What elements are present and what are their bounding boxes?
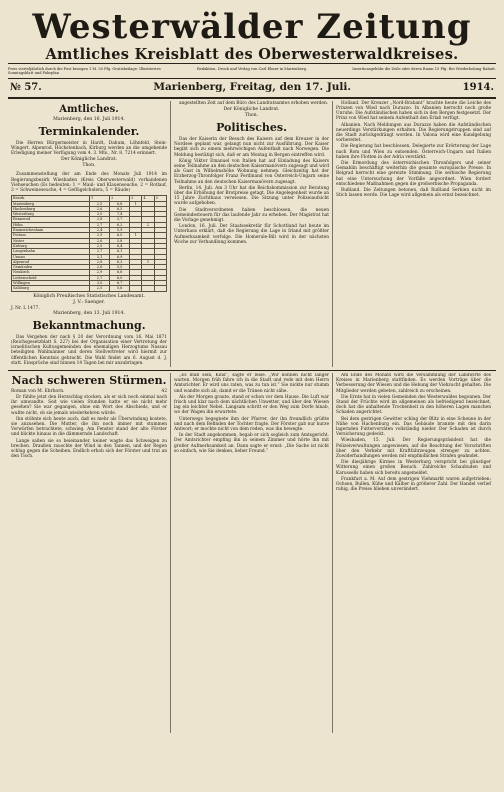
paragraph: Die Ernte hat in vielen Gemeinden des Westerwaldes begonnen. Der Stand der Früchte wird im allgemeinen als befriedigend bezeichnet, doch hat die anhaltende Trockenheit in den höheren Lagen manchen Schaden angerichtet. (336, 394, 491, 416)
section-heading-official: Amtliches. (59, 103, 119, 115)
table-header: 4 (142, 196, 154, 201)
paragraph: Das Vergehen der nach § 20 der Verordnung vom 16. Mai 1871 (Reichsgesetzblatt S. 227) bei der Organisation einer Vertretung der israelitischen Kultusgemeinden des ehemaligen Herzogtums Nassau beteiligten Wahlmänner und deren Stellvertreter wird hiermit zur öffentlichen Kenntnis gebracht. Die Wahl findet am 6. August d. J. statt. Einsprüche sind binnen 14 Tagen bei mir anzubringen. (11, 334, 167, 366)
table-row: Höhn 2,7 6,2 2 (12, 222, 167, 227)
paragraph: Lange saßen sie so beieinander, keiner wagte das Schweigen zu brechen. Draußen rauschte der Wind in den Tannen, und der Regen schlug gegen die Scheiben. Endlich erhob sich der Förster und trat an den Tisch. (11, 438, 167, 460)
paragraph: Holland. Der Kreuzer „Nord-Brabant“ brachte heute die Leiche des Prinzen von Wied nach Durazzo. In Albanien herrscht noch große Unruhe. Die Aufständischen haben sich in den Bergen festgesetzt. Der Prinz von Wied hat seinem Aufenthalt den Erlaß verfügt. (336, 100, 491, 122)
column-local-news (332, 373, 494, 733)
story-number: 42 (161, 389, 167, 394)
story-title: Nach schweren Stürmen. (11, 374, 167, 387)
paragraph: Als der Morgen graute, stand er schon vor dem Hause. Die Luft war frisch und klar nach dem nächtlichen Unwetter, und über den Wiesen lag ein leichter Nebel. Langsam schritt er den Weg zum Dorfe hinab, wo der Wagen ihn erwartete. (174, 394, 329, 416)
issue-number: № 57. (10, 81, 42, 93)
signature-office: Königlich Preußisches Statistisches Landesamt. (33, 293, 145, 299)
column-serial-story (8, 373, 170, 733)
paragraph: König Viktor Emanuel von Italien hat auf Einladung des Kaisers seine Teilnahme an den deutschen Kaisermanövern zugesagt und wird als Gast in Wilhelmshöhe Wohnung nehmen. Gleichzeitig hat der Erzherzog-Thronfolger Franz Ferdinand von Österreich-Ungarn seine Teilnahme an den deutschen Kaisermanövern zugesagt. (174, 158, 329, 185)
table-row: Liebenscheid 2,7 6,0 (12, 275, 167, 280)
paragraph: Ihn stöhnte sich heute auch, daß es mehr als Überwindung kostete, sie anzusehen. Die Mutter, die ihn noch immer mit stummen Vorwürfen betrachtete, schwieg. Am Fenster stand der alte Förster und blickte hinaus in die dämmernde Landschaft. (11, 416, 167, 438)
table-row: Emmerichenhain 2,4 5,9 (12, 228, 167, 233)
paragraph: Albanien. Nach Meldungen aus Durazzo haben die Aufständischen neuerdings Verstärkungen erhalten. Die Regierungstruppen sind auf die Stadt zurückgedrängt worden. In Valona wird eine Kundgebung vorbereitet. (336, 122, 491, 144)
newspaper-title: Westerwälder Zeitung (32, 7, 472, 47)
paragraph: Er fühlte jetzt den Herzschlag stocken, als er sich noch einmal nach ihr umwandte. Seit wie vielen Stunden hatte er sie nicht mehr gesehen? Sie war gegangen, ohne ein Wort des Abschieds, und er wußte nicht, ob sie jemals wiederkehren würde. (11, 395, 167, 416)
masthead (8, 8, 496, 63)
table-row: Rennerod 2,8 5,7 (12, 217, 167, 222)
column-politics (170, 101, 332, 367)
livestock-table (11, 195, 167, 291)
signature-name: Thon. (244, 113, 259, 119)
paragraph: Rußland. Die Zeitungen betonen, daß Rußland Serbien nicht im Stich lassen werde. Die Lage wird allgemein als ernst bezeichnet. (336, 188, 491, 199)
advertising-info: Insertionsgebühr die Zeile oder deren Raum 15 Pfg. Bei Wiederholung Rabatt. (352, 67, 496, 71)
table-row: Neukirch 2,9 6,6 (12, 270, 167, 275)
paragraph: „Es muß sein, Kind“, sagte er leise. „Wir können nicht länger warten. Morgen früh fahre ich in die Stadt und rede mit dem Herrn Amtsrichter. Er wird uns raten, was zu tun ist.“ Sie nickte nur stumm und wandte sich ab, damit er die Tränen nicht sähe. (174, 373, 329, 394)
table-row: Hachenburg 2,6 6,5 (12, 206, 167, 211)
issue-dateline: Marienberg, Freitag, den 17. Juli. (153, 80, 352, 93)
masthead-rule (8, 63, 496, 64)
dateline: Marienberg, den 13. Juli 1914. (53, 310, 125, 316)
table-header: 5 (154, 196, 166, 201)
issue-bar (8, 79, 496, 96)
paragraph: Am Ende des Monats wird die Versammlung der Landwirte des Kreises in Marienberg stattfinden. Es werden Vorträge über die Verbesserung der Wiesen und die Hebung der Viehzucht gehalten. Die Mitglieder werden gebeten, zahlreich zu erscheinen. (336, 373, 491, 394)
column-serial-continued (170, 373, 332, 733)
table-row: Marienberg 2,5 6,8 1 (12, 201, 167, 206)
story-author: Roman von M. Ehrhorn. (11, 389, 65, 394)
newspaper-subtitle: Amtliches Kreisblatt des Oberwesterwaldkreises. (45, 46, 459, 63)
paragraph: Berlin, 14. Juli. Am 3 Uhr hat die Reichskommission zur Beratung über die Erhöhung der Brotpreise getagt. Die Angelegenheit wurde an 15 Jahre Zuchthaus verwiesen. Die Sitzung unter Polizeiaufsicht wurde aufgehoben. (174, 185, 329, 207)
column-news (332, 101, 494, 367)
publication-info (8, 67, 496, 76)
table-row: Langenhahn 2,7 6,1 (12, 249, 167, 254)
heading-terminkalender: Terminkalender. (38, 124, 140, 138)
table-row: Pottum 2,9 6,0 1 (12, 233, 167, 238)
table-header: Bezirk (12, 196, 90, 201)
paragraph: Frankfurt a. M. Auf dem gestrigen Viehmarkt waren aufgetrieben: Ochsen, Bullen, Kühe und Kälber in größerer Zahl. Der Handel verlief ruhig, die Preise blieben unverändert. (336, 476, 491, 493)
paragraph: Zusammenstellung der am Ende des Monats Juli 1914 im Regierungsbezirk Wiesbaden (Kreis Oberwesterwald) vorhandenen Viehseuchen (Es bedeuten: 1 = Maul- und Klauenseuche, 2 = Rotlauf, 3 = Schweineseuche, 4 = Geflügelcholera, 5 = Räude) (11, 172, 167, 194)
paragraph: In der Stadt angekommen, begab er sich sogleich zum Amtsgericht. Der Amtsrichter empfing ihn in seinem Zimmer und hörte ihn mit großer Aufmerksamkeit an. Dann sagte er ernst: „Die Sache ist nicht so einfach, wie Sie denken, lieber Freund.“ (174, 433, 329, 454)
heading-bekanntmachung: Bekanntmachung. (32, 318, 146, 332)
top-columns (8, 101, 496, 367)
table-row: Nister 2,6 5,8 (12, 238, 167, 243)
issue-year: 1914. (462, 81, 494, 93)
paragraph: Bei dem gestrigen Gewitter schlug der Blitz in eine Scheune in der Nähe von Hachenburg ein. Das Gebäude brannte mit den darin lagernden Futtervorräten vollständig nieder. Der Schaden ist durch Versicherung gedeckt. (336, 416, 491, 438)
column-official (8, 101, 170, 367)
paragraph: Das der Kaiserin der Besuch des Kaisers auf dem Kreuzer in der Nordsee geplant war, gelangt nun nicht zur Ausführung. Der Kaiser begibt sich zu einem mehrwöchigen Aufenthalt nach Norwegen. Die Meldung bestätigt sich, daß er am Montag in Bergen eintreffen wird. (174, 137, 329, 158)
publisher-info: Redaktion, Druck und Verlag von Carl Ebner in Marienberg. (196, 67, 308, 71)
table-row: Unnau 3,1 6,9 (12, 254, 167, 259)
table-header: 3 (130, 196, 142, 201)
table-row: Kirburg 2,5 6,4 (12, 243, 167, 248)
section-heading-politics: Politisches. (216, 121, 287, 135)
signature-office: Der Königliche Landrat. (60, 157, 118, 163)
newspaper-page (8, 4, 496, 782)
signature-name: Thon. (82, 163, 96, 169)
paragraph: Die Regierung hat beschlossen, Delegierte zur Erörterung der Lage nach Rom und Wien zu entsenden. Österreich-Ungarn und Italien haben ihre Flotten in der Adria verstärkt. (336, 144, 491, 160)
section-divider (8, 370, 496, 371)
table-header: 1 (90, 196, 110, 201)
issue-rule-bottom (8, 97, 496, 99)
table-header: 2 (110, 196, 130, 201)
table-row: Willingen 3,0 6,7 (12, 280, 167, 285)
table-row: Gemünden 2,6 5,5 (12, 265, 167, 270)
reference-number: J. Nr. L 1477. (11, 305, 40, 311)
table-row: Salzburg 2,5 5,6 (12, 286, 167, 291)
bottom-columns (8, 373, 496, 733)
table-row: Alpenrod 2,8 6,3 1 (12, 259, 167, 264)
paragraph: Die Herren Bürgermeister in Hardt, Dahum, Löhnfeld, Stein-Wingert, Alpenrod, Höchstenbach, Kirburg werden an die umgehende Erledigung meiner Verfügung vom 4. 3. Mts., Nr. 8. 7214 erinnert. (11, 140, 167, 157)
paragraph: Wiesbaden, 15. Juli. Der Regierungspräsident hat die Polizeiverwaltungen angewiesen, auf die Beachtung der Vorschriften über den Verkehr mit Kraftfahrzeugen strenger zu achten. Zuwiderhandlungen werden mit empfindlichen Strafen geahndet. (336, 438, 491, 460)
subscription-info: Preis vierteljährlich durch die Post bezogen 1 M. 50 Pfg. Gratisbeilage: Illustriertes Sonntagsblatt und Fahrplan (8, 67, 161, 76)
paragraph: angestellten Zeit auf dem Büro des Landratsamtes erhoben werden. (179, 100, 329, 106)
paragraph: Die Stadtverordneten haben beschlossen, die neuen Gemeindesteuern für das laufende Jahr zu erheben. Der Magistrat hat die Vorlage genehmigt. (174, 207, 329, 224)
paragraph: Die diesjährige Kirmes in Westerburg verspricht bei günstiger Witterung einen großen Besuch. Zahlreiche Schaubuden und Karussells haben sich bereits angemeldet. (336, 460, 491, 476)
signature-name: J. V.: Saenger. (73, 299, 105, 305)
paragraph: London, 16. Juli. Der Staatssekretär für Schottland hat heute im Unterhaus erklärt, daß die Regierung die Lage in Irland mit größter Aufmerksamkeit verfolge. Die Homerule-Bill wird in der nächsten Woche zur Verhandlung kommen. (174, 224, 329, 245)
table-row: Westerburg 3,0 7,4 (12, 212, 167, 217)
signature-office: Der Königliche Landrat. (223, 107, 280, 113)
paragraph: Die Ermordung des österreichischen Thronfolgers und seiner Gemahlin beschäftigt weiterhin die gesamte europäische Presse. In Belgrad herrscht eine gereizte Stimmung. Die serbische Regierung hat eine Untersuchung der Vorfälle angeordnet. Wien fordert entschiedene Maßnahmen gegen die großserbische Propaganda. (336, 161, 491, 187)
dateline: Marienberg, den 16. Juli 1914. (53, 116, 125, 122)
paragraph: Unterwegs begegnete ihm der Pfarrer, der ihn freundlich grüßte und nach dem Befinden der Tochter fragte. Der Förster gab nur kurze Antwort; er mochte nicht von dem reden, was ihn bewegte. (174, 416, 329, 433)
